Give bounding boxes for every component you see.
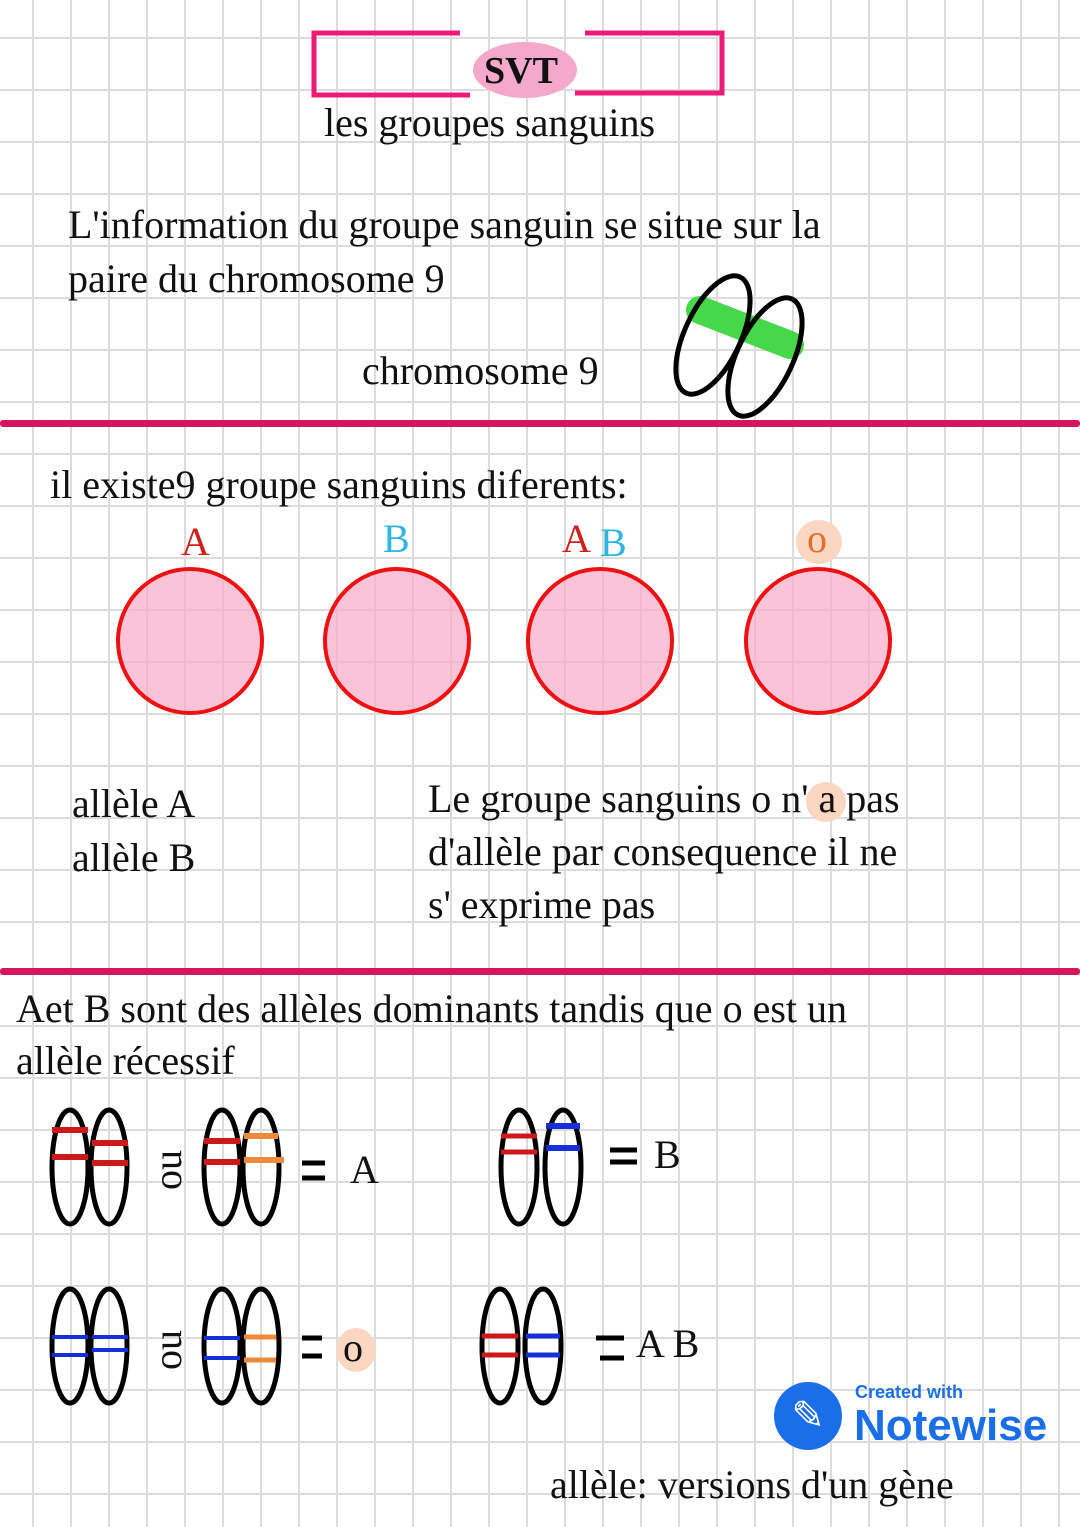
group-label-ab-b: B <box>600 520 627 565</box>
info-line-2: paire du chromosome 9 <box>68 256 445 301</box>
created-with: Created with <box>855 1382 964 1402</box>
brand-name: Notewise <box>854 1401 1048 1450</box>
divider-1 <box>0 420 1080 427</box>
result-a: A <box>350 1147 379 1192</box>
divider-2 <box>0 968 1080 975</box>
note-line-1: Le groupe sanguins o n' a pas <box>428 776 900 821</box>
pair-ab-2 <box>482 1289 561 1403</box>
blood-cell-b <box>323 567 471 715</box>
pair-ab <box>501 1110 581 1224</box>
pencil-icon: ✎ <box>774 1382 842 1450</box>
or-word-2: ou <box>145 1330 190 1370</box>
result-b: B <box>654 1132 681 1177</box>
note-line-3: s' exprime pas <box>428 882 656 927</box>
groups-heading: il existe9 groupe sanguins diferents: <box>50 462 628 507</box>
chromosome-9-drawing <box>661 265 818 427</box>
result-o: o <box>343 1325 363 1370</box>
dominance-line-2: allèle récessif <box>16 1038 235 1083</box>
info-line-1: L'information du groupe sanguin se situe sur la <box>68 202 821 247</box>
pair-oo-bb <box>52 1289 128 1403</box>
note-line-2: d'allèle par consequence il ne <box>428 829 898 874</box>
or-word: ou <box>145 1150 190 1190</box>
chromosome-label: chromosome 9 <box>362 348 599 393</box>
group-label-a: A <box>181 519 210 564</box>
pair-ao <box>204 1110 284 1224</box>
allele-definition: allèle: versions d'un gène <box>550 1462 954 1507</box>
pair-bo <box>204 1289 279 1403</box>
pair-aa <box>52 1110 128 1224</box>
dominance-line-1: Aet B sont des allèles dominants tandis que o est un <box>16 986 847 1031</box>
blood-cell-o <box>744 567 892 715</box>
subject-title: SVT <box>484 50 558 92</box>
blood-cell-a <box>116 567 264 715</box>
group-label-ab-a: A <box>562 516 591 561</box>
page-title: les groupes sanguins <box>324 100 656 145</box>
group-label-o: o <box>807 516 827 561</box>
allele-b: allèle B <box>72 835 196 880</box>
notewise-watermark <box>774 1382 1054 1452</box>
allele-a: allèle A <box>72 781 196 826</box>
group-label-b: B <box>383 516 410 561</box>
result-ab: A B <box>636 1321 700 1366</box>
blood-cell-ab <box>526 567 674 715</box>
